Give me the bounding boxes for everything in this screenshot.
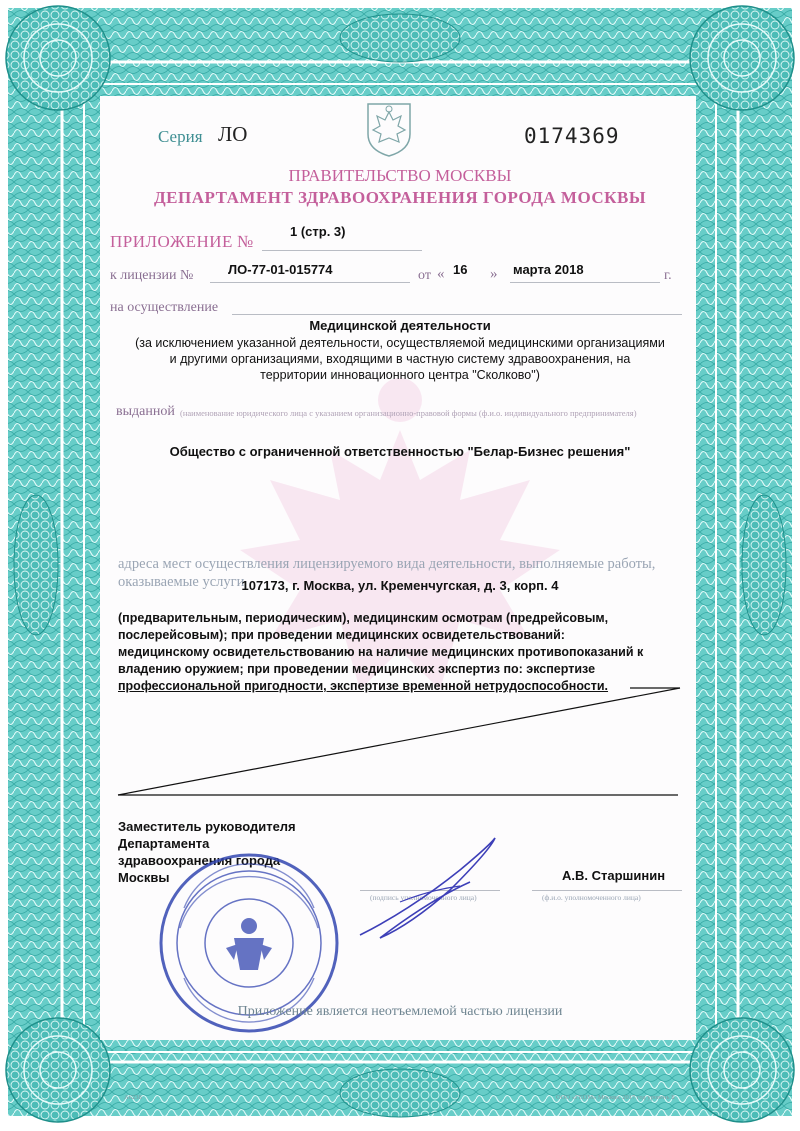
footer-left-code: А6238	[124, 1094, 142, 1101]
license-day: 16	[453, 262, 468, 277]
address-label-line-1: адреса мест осуществления лицензируемого вида деятельности, выполняемые работы,	[118, 556, 656, 572]
name-hint: (ф.и.о. уполномоченного лица)	[542, 893, 641, 902]
issued-hint: (наименование юридического лица с указанием организационно-правовой формы (ф.и.о. индивидуального предпринимателя)	[180, 408, 637, 418]
series-value: ЛО	[218, 122, 248, 146]
position-line-4: Москвы	[118, 870, 170, 885]
license-form-number: 0174369	[524, 124, 620, 148]
services-line-5: профессиональной пригодности, экспертизе временной нетрудоспособности.	[118, 679, 609, 693]
issued-label: выданной	[116, 404, 175, 419]
activity-desc-line-1: (за исключением указанной деятельности, осуществляемой медицинскими организациями	[135, 336, 665, 350]
handwritten-signature	[340, 830, 520, 950]
quote-open: «	[437, 266, 445, 282]
org-line-2: ДЕПАРТАМЕНТ ЗДРАВООХРАНЕНИЯ ГОРОДА МОСКВЫ	[153, 188, 647, 207]
position-line-2: Департамента	[118, 836, 210, 851]
quote-close: »	[490, 266, 498, 282]
footer-right-code: ООО «ГЕОМ» Москва, 2017 год уровень Б	[556, 1094, 675, 1101]
org-line-1: ПРАВИТЕЛЬСТВО МОСКВЫ	[288, 166, 512, 185]
activity-desc-line-3: территории инновационного центра "Сколково")	[260, 368, 540, 382]
services-line-3: медицинскому освидетельствованию на наличие медицинских противопоказаний к	[118, 645, 644, 659]
appendix-value: 1 (стр. 3)	[290, 224, 346, 239]
activity-title: Медицинской деятельности	[309, 318, 491, 333]
license-year-suffix: г.	[664, 268, 672, 283]
address-label-line-2: оказываемые услуги	[118, 574, 245, 590]
activity-desc-line-2: и другими организациями, входящими в частную систему здравоохранения, на	[169, 352, 631, 366]
series-label: Серия	[158, 127, 203, 146]
license-month-year: марта 2018	[513, 262, 584, 277]
signature-hint: (подпись уполномоченного лица)	[370, 893, 477, 902]
address-value: 107173, г. Москва, ул. Кременчугская, д. 3, корп. 4	[241, 578, 559, 593]
appendix-no-sign: №	[237, 232, 254, 251]
signer-name: А.В. Старшинин	[562, 868, 666, 883]
services-line-4: владению оружием; при проведении медицинских экспертиз по: экспертизе	[118, 662, 596, 676]
appendix-label: ПРИЛОЖЕНИЕ	[110, 232, 233, 251]
activity-label: на осуществление	[110, 300, 219, 315]
services-line-1: (предварительным, периодическим), медицинским осмотрам (предрейсовым,	[118, 611, 609, 625]
services-line-2: послерейсовым); при проведении медицинских освидетельствований:	[118, 628, 565, 642]
license-from-label: от	[418, 268, 431, 283]
footer-note: Приложение является неотъемлемой частью лицензии	[237, 1004, 563, 1019]
license-number: ЛО-77-01-015774	[228, 262, 333, 277]
position-line-3: здравоохранения города	[118, 853, 281, 868]
license-label: к лицензии №	[110, 268, 194, 283]
issued-organization: Общество с ограниченной ответственностью "Белар-Бизнес решения"	[169, 444, 631, 459]
position-line-1: Заместитель руководителя	[118, 819, 296, 834]
